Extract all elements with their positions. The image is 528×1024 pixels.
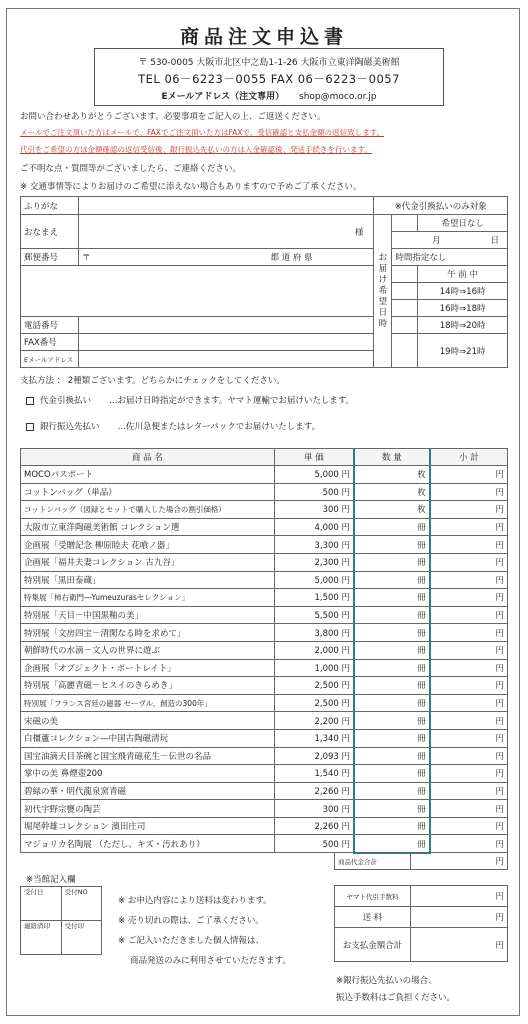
- goods-total-field[interactable]: 円: [410, 853, 507, 870]
- furigana-field[interactable]: [78, 197, 373, 215]
- product-price: 2,500 円: [274, 677, 354, 695]
- subtotal-field[interactable]: 円: [430, 694, 508, 712]
- subtotal-field[interactable]: 円: [430, 501, 508, 519]
- furigana-label: ふりがな: [21, 197, 79, 215]
- subtotal-field[interactable]: 円: [430, 536, 508, 554]
- product-price: 1,500 円: [274, 589, 354, 607]
- product-name: マジョリカ名陶展 （ただし、キズ・汚れあり）: [21, 835, 275, 853]
- subtotal-field[interactable]: 円: [430, 782, 508, 800]
- header-subtotal: 小 計: [430, 449, 508, 466]
- product-price: 1,540 円: [274, 765, 354, 783]
- product-name: 掌中の美 鼻煙壺200: [21, 765, 275, 783]
- subtotal-field[interactable]: 円: [430, 606, 508, 624]
- subtotal-field[interactable]: 円: [430, 729, 508, 747]
- email-field[interactable]: [78, 351, 373, 368]
- cod-fee-label: ヤマト代引手数料: [335, 886, 411, 907]
- shipping-label: 送 料: [335, 907, 411, 928]
- footer-note-4: 商品発送のみに利用させていただきます。: [130, 956, 291, 966]
- slot3-label: 18時⇒20時: [418, 317, 508, 334]
- footer-note-2: ※ 売り切れの際は、ご了承ください。: [118, 916, 264, 926]
- page-title: 商品注文申込書: [179, 26, 348, 48]
- no-date-label: 希望日なし: [418, 215, 508, 232]
- quantity-field[interactable]: 冊: [354, 659, 430, 677]
- order-row: [21, 571, 508, 589]
- header-product: 商 品 名: [21, 449, 275, 466]
- fax-label: FAX番号: [21, 334, 79, 351]
- quantity-field[interactable]: 冊: [354, 782, 430, 800]
- slot1-check[interactable]: [392, 283, 418, 300]
- postal-field[interactable]: 〒 都 道 府 県: [78, 249, 373, 266]
- product-price: 300 円: [274, 501, 354, 519]
- product-name: 初代宇野宗甕の陶芸: [21, 800, 275, 818]
- product-name: MOCOパスポート: [21, 466, 275, 484]
- product-price: 300 円: [274, 800, 354, 818]
- subtotal-field[interactable]: 円: [430, 712, 508, 730]
- cod-only-label: ※代金引換払いのみ対象: [374, 197, 508, 215]
- phone-field[interactable]: [78, 317, 373, 334]
- product-price: 2,260 円: [274, 782, 354, 800]
- quantity-field[interactable]: 冊: [354, 694, 430, 712]
- office-use-table: [20, 886, 102, 955]
- subtotal-field[interactable]: 円: [430, 765, 508, 783]
- quantity-field[interactable]: 冊: [354, 800, 430, 818]
- product-name: コットンバッグ（図録とセットで購入した場合の割引価格）: [21, 501, 275, 519]
- date-field[interactable]: 月 日: [392, 232, 508, 249]
- product-price: 2,260 円: [274, 817, 354, 835]
- subtotal-field[interactable]: 円: [430, 518, 508, 536]
- order-row: [21, 553, 508, 571]
- product-price: 5,500 円: [274, 606, 354, 624]
- product-name: 白橿蘆コレクション―中国古陶磁清玩: [21, 729, 275, 747]
- am-check[interactable]: [392, 266, 418, 283]
- product-price: 2,000 円: [274, 641, 354, 659]
- subtotal-field[interactable]: 円: [430, 483, 508, 501]
- product-price: 2,500 円: [274, 694, 354, 712]
- order-row: [21, 466, 508, 484]
- order-row: [21, 501, 508, 519]
- product-name: 堀尾幹雄コレクション 濱田庄司: [21, 817, 275, 835]
- am-label: 午 前 中: [418, 266, 508, 283]
- quantity-field[interactable]: 冊: [354, 606, 430, 624]
- product-price: 2,093 円: [274, 747, 354, 765]
- product-name: 特別展「文房四宝－清閑なる時を求めて」: [21, 624, 275, 642]
- subtotal-field[interactable]: 円: [430, 641, 508, 659]
- quantity-field[interactable]: 冊: [354, 536, 430, 554]
- receipt-seal-box: 受付印: [61, 921, 101, 955]
- order-row: [21, 747, 508, 765]
- order-row: [21, 800, 508, 818]
- delivery-date-label: お届け希望日時: [374, 215, 392, 368]
- grand-total-label: お支払金額合計: [335, 928, 411, 962]
- order-row: [21, 536, 508, 554]
- quantity-field[interactable]: 冊: [354, 712, 430, 730]
- product-name: 企画展「福井夫妻コレクション 古九谷」: [21, 553, 275, 571]
- order-row: [21, 677, 508, 695]
- product-price: 500 円: [274, 483, 354, 501]
- note-line-5: ※ 交通事情等によりお届けのご希望に添えない場合もありますので予めご了承ください。: [20, 182, 362, 192]
- received-no-box: 受付NO: [61, 887, 101, 921]
- product-name: 特別展「黒田泰蔵」: [21, 571, 275, 589]
- quantity-field[interactable]: 冊: [354, 765, 430, 783]
- shipping-field[interactable]: 円: [410, 907, 507, 928]
- quantity-field[interactable]: 枚: [354, 483, 430, 501]
- quantity-field[interactable]: 冊: [354, 571, 430, 589]
- name-label: おなまえ: [21, 215, 79, 249]
- subtotal-field[interactable]: 円: [430, 747, 508, 765]
- footer-note-3: ※ ご記入いただきました個人情報は、: [118, 936, 264, 946]
- bank-fee-note-1: ※銀行振込先払いの場合、: [336, 976, 437, 986]
- order-row: [21, 518, 508, 536]
- bank-fee-note-2: 振込手数料はご負担ください。: [336, 993, 456, 1003]
- quantity-field[interactable]: 冊: [354, 518, 430, 536]
- order-row: [21, 729, 508, 747]
- note-line-2: メールでご注文頂いた方はメールで、FAXでご注文頂いた方はFAXで、受信確認と支払金額の返信致します。: [20, 128, 385, 137]
- quantity-field[interactable]: 冊: [354, 729, 430, 747]
- quantity-field[interactable]: 冊: [354, 817, 430, 835]
- email-label: Eメールアドレス（注文専用）: [161, 92, 285, 102]
- product-price: 3,800 円: [274, 624, 354, 642]
- note-line-1: お問い合わせありがとうございます。必要事項をご記入の上、ご返送ください。: [20, 112, 326, 122]
- order-row: [21, 589, 508, 607]
- quantity-field[interactable]: 冊: [354, 624, 430, 642]
- slot4-label: 19時⇒21時: [418, 334, 508, 368]
- subtotal-field[interactable]: 円: [430, 835, 508, 853]
- note-line-4: ご不明な点・質問等がございましたら、ご連絡ください。: [20, 164, 242, 174]
- order-row: [21, 835, 508, 853]
- footer-note-1: ※ お申込内容により送料は変わります。: [118, 896, 272, 906]
- product-name: 宋磁の美: [21, 712, 275, 730]
- fax-field[interactable]: [78, 334, 373, 351]
- postal-label: 郵便番号: [21, 249, 79, 266]
- slot4-check[interactable]: [392, 334, 418, 368]
- product-name: 大阪市立東洋陶磁美術館 コレクション選: [21, 518, 275, 536]
- subtotal-field[interactable]: 円: [430, 553, 508, 571]
- shop-info-box: [94, 48, 444, 106]
- product-price: 2,200 円: [274, 712, 354, 730]
- order-row: [21, 782, 508, 800]
- name-field[interactable]: 様: [78, 215, 373, 249]
- payment-option-cod[interactable]: 代金引換払い …お届け日時指定ができます。ヤマト運輸でお届けいたします。: [26, 394, 354, 406]
- office-title: ※当館記入欄: [26, 875, 76, 885]
- product-name: 企画展「オブジェクト・ポートレイト」: [21, 659, 275, 677]
- product-name: 特集展「柿右衛門―Yumeuzurasセレクション」: [21, 589, 275, 607]
- no-date-check[interactable]: [392, 215, 418, 232]
- subtotal-field[interactable]: 円: [430, 624, 508, 642]
- slot1-label: 14時⇒16時: [418, 283, 508, 300]
- product-name: 碧緑の華・明代龍泉窯青磁: [21, 782, 275, 800]
- subtotal-field[interactable]: 円: [430, 677, 508, 695]
- order-row: [21, 659, 508, 677]
- slot2-label: 16時⇒18時: [418, 300, 508, 317]
- product-price: 1,340 円: [274, 729, 354, 747]
- order-row: [21, 817, 508, 835]
- product-price: 4,000 円: [274, 518, 354, 536]
- product-name: 企画展「受贈記念 柳原睦夫 花喰ノ器」: [21, 536, 275, 554]
- order-row: [21, 765, 508, 783]
- quantity-field[interactable]: 冊: [354, 589, 430, 607]
- product-name: 特別展「フランス宮廷の磁器 セーヴル、創造の300年」: [21, 694, 275, 712]
- received-date-box: 受付日: [21, 887, 62, 921]
- product-name: コットンバッグ（単品）: [21, 483, 275, 501]
- order-row: [21, 641, 508, 659]
- subtotal-field[interactable]: 円: [430, 466, 508, 484]
- order-table: [20, 448, 508, 854]
- product-name: 国宝油滴天目茶碗と国宝飛青磁花生－伝世の名品: [21, 747, 275, 765]
- no-time-label[interactable]: 時間指定なし: [392, 249, 508, 266]
- subtotal-field[interactable]: 円: [430, 817, 508, 835]
- subtotal-field[interactable]: 円: [430, 659, 508, 677]
- product-price: 2,300 円: [274, 553, 354, 571]
- slot2-check[interactable]: [392, 300, 418, 317]
- quantity-field[interactable]: 冊: [354, 835, 430, 853]
- quantity-field[interactable]: 枚: [354, 466, 430, 484]
- product-name: 朝鮮時代の水滴－文人の世界に遊ぶ: [21, 641, 275, 659]
- phone-label: 電話番号: [21, 317, 79, 334]
- goods-total-label: 商品代金合計: [335, 853, 411, 870]
- product-price: 3,300 円: [274, 536, 354, 554]
- slot3-check[interactable]: [392, 317, 418, 334]
- payment-option-bank[interactable]: 銀行振込先払い …佐川急便またはレターパックでお届けいたします。: [26, 420, 320, 432]
- order-row: [21, 624, 508, 642]
- shop-email[interactable]: shop@moco.or.jp: [299, 92, 377, 102]
- cod-checkbox[interactable]: [26, 397, 34, 405]
- quantity-field[interactable]: 冊: [354, 553, 430, 571]
- note-line-3: 代引をご希望の方は金額確認の返信受信後、銀行振込先払いの方は入金確認後、発送手続きを行います。: [20, 145, 372, 154]
- product-price: 5,000 円: [274, 466, 354, 484]
- product-name: 特別展「天目－中国黒釉の美」: [21, 606, 275, 624]
- totals-table: [334, 852, 508, 962]
- quantity-field[interactable]: 冊: [354, 641, 430, 659]
- header-price: 単 価: [274, 449, 354, 466]
- cod-fee-field[interactable]: 円: [410, 886, 507, 907]
- shop-address: 〒 530-0005 大阪市北区中之島1-1-26 大阪市立東洋陶磁美術館: [138, 58, 400, 68]
- product-name: 特別展「高麗青磁－ヒスイのきらめき」: [21, 677, 275, 695]
- address-field[interactable]: [21, 266, 374, 317]
- customer-info-table: [20, 196, 508, 368]
- product-price: 1,000 円: [274, 659, 354, 677]
- email-field-label: Eメールアドレス: [21, 351, 79, 368]
- product-price: 5,000 円: [274, 571, 354, 589]
- subtotal-field[interactable]: 円: [430, 800, 508, 818]
- product-price: 500 円: [274, 835, 354, 853]
- payment-intro: 支払方法 ： 2種類ございます。どちらかにチェックをしてください。: [20, 376, 285, 386]
- contact-date-box: 連絡済印: [21, 921, 62, 955]
- order-row: [21, 606, 508, 624]
- order-row: [21, 694, 508, 712]
- subtotal-field[interactable]: 円: [430, 589, 508, 607]
- grand-total-field[interactable]: 円: [410, 928, 507, 962]
- quantity-field[interactable]: 冊: [354, 677, 430, 695]
- header-qty: 数 量: [354, 449, 430, 466]
- quantity-field[interactable]: 冊: [354, 747, 430, 765]
- order-row: [21, 483, 508, 501]
- bank-checkbox[interactable]: [26, 423, 34, 431]
- shop-tel-fax: TEL 06－6223－0055 FAX 06－6223－0057: [138, 72, 400, 86]
- subtotal-field[interactable]: 円: [430, 571, 508, 589]
- order-row: [21, 712, 508, 730]
- quantity-field[interactable]: 枚: [354, 501, 430, 519]
